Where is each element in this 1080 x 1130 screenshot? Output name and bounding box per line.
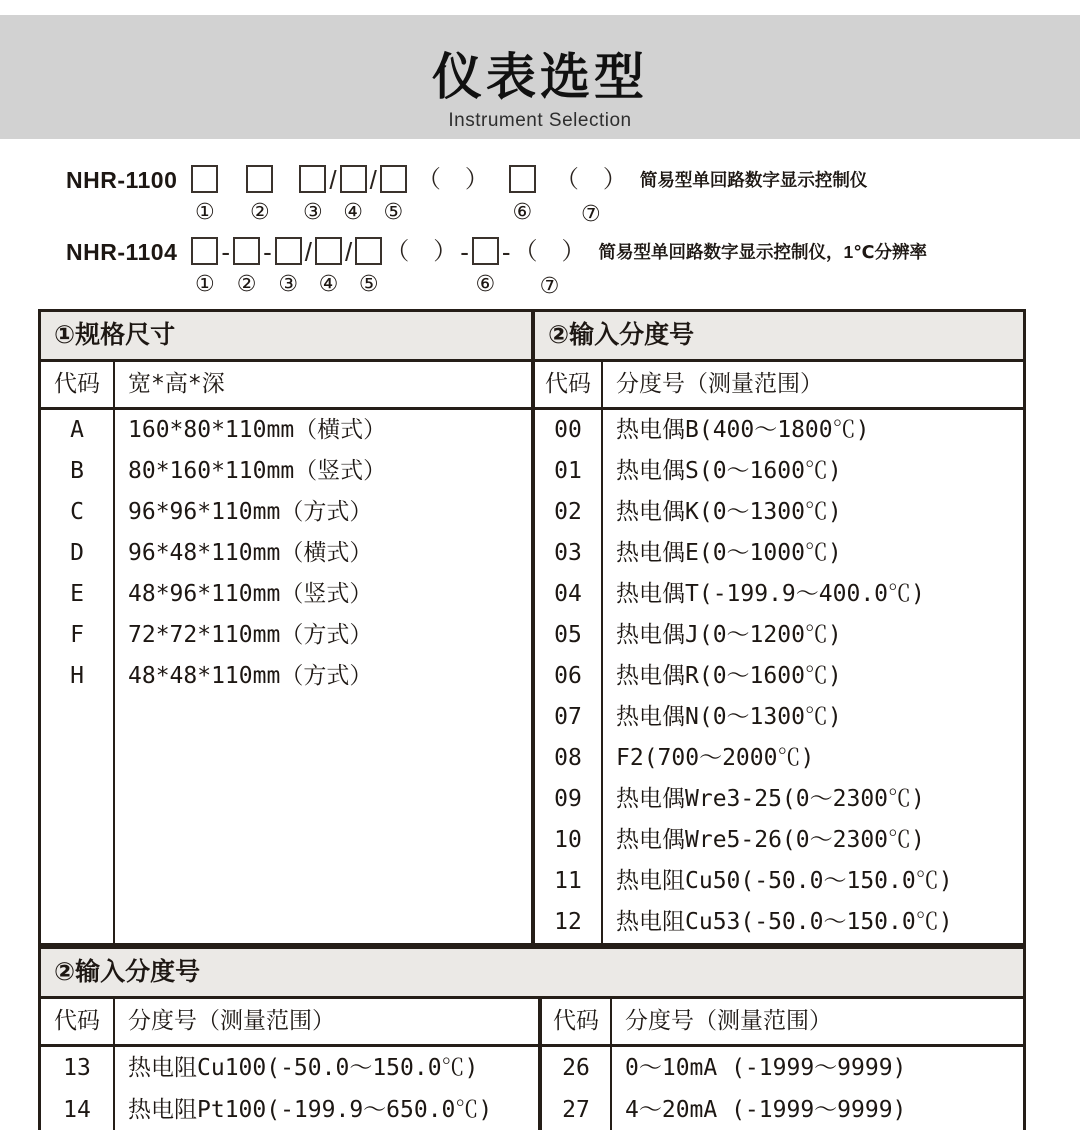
separator	[502, 237, 511, 267]
table-cell-code: A	[70, 417, 84, 443]
table-cell-code: B	[70, 458, 84, 484]
option-box	[340, 165, 367, 193]
title-banner	[0, 15, 1080, 139]
code-column	[542, 1047, 612, 1130]
code-slot-7	[514, 237, 586, 299]
table-cell-code: 02	[554, 499, 582, 525]
spec-col-header: 宽*高*深	[128, 371, 225, 397]
slot-number: ⑤	[383, 199, 404, 224]
separator	[417, 165, 489, 195]
table-cell-code: 06	[554, 663, 582, 689]
option-box	[191, 237, 218, 265]
left-section	[41, 1047, 538, 1130]
slash-separator: /	[369, 165, 377, 195]
table-cell-code: C	[70, 499, 84, 525]
table-cell-spec: 96*48*110mm（横式）	[128, 540, 373, 566]
paren-separator: （ ）	[385, 238, 458, 265]
spec-code-column	[41, 410, 115, 943]
table-cell-range: 热电偶T(-199.9～400.0℃)	[616, 581, 925, 607]
paren-separator: （ ）	[513, 238, 586, 265]
option-box	[191, 165, 218, 193]
table-cell-range: 热电偶B(400～1800℃)	[616, 417, 870, 443]
separator	[263, 237, 272, 267]
dash-separator: -	[460, 237, 469, 267]
value-column	[115, 1047, 538, 1130]
input-range-col-header: 分度号（测量范围）	[616, 371, 823, 397]
page-subtitle: Instrument Selection	[448, 110, 632, 131]
slot-number: ①	[195, 271, 215, 296]
model-name: NHR-1100	[66, 167, 178, 193]
slot-number: ⑤	[358, 271, 379, 296]
paren-separator: （ ）	[416, 166, 489, 193]
table-cell-code: 13	[63, 1055, 91, 1081]
input-section-header: ②输入分度号	[531, 312, 1023, 359]
input-code-column	[535, 410, 603, 943]
separator	[370, 165, 377, 195]
range-col-header: 分度号（测量范围）	[128, 1008, 335, 1034]
separator	[345, 237, 352, 267]
slot-number: ①	[195, 199, 215, 224]
model-name: NHR-1104	[66, 239, 178, 265]
table-cell-range: 0～10mA (-1999～9999)	[625, 1055, 907, 1081]
table-cell-range: 热电阻Cu53(-50.0～150.0℃)	[616, 909, 953, 935]
table-cell-range: 热电偶N(0～1300℃)	[616, 704, 842, 730]
table-cell-spec: 96*96*110mm（方式）	[128, 499, 373, 525]
slot-number: ④	[318, 271, 339, 296]
option-box	[509, 165, 536, 193]
table-cell-code: 10	[554, 827, 582, 853]
table-cell-code: H	[70, 663, 84, 689]
paren-separator: （ ）	[554, 166, 627, 193]
column-header-row	[41, 362, 1023, 410]
model-line-nhr-1104	[66, 237, 1080, 299]
code-column	[41, 1047, 115, 1130]
table-cell-range: 热电偶K(0～1300℃)	[616, 499, 842, 525]
page-title: 仪表选型	[432, 49, 648, 105]
table-cell-code: E	[70, 581, 84, 607]
slash-separator: /	[304, 237, 312, 267]
slot-number: ⑦	[580, 201, 601, 226]
separator	[385, 237, 457, 267]
slash-separator: /	[344, 237, 353, 267]
table-cell-spec: 48*96*110mm（竖式）	[128, 581, 373, 607]
code-col-header: 代码	[538, 999, 612, 1044]
code-slot-6	[472, 237, 499, 297]
code-slot-5	[380, 165, 407, 225]
table-cell-code: F	[70, 622, 84, 648]
slot-number: ⑥	[512, 199, 533, 224]
spec-section	[41, 410, 531, 943]
option-box	[246, 165, 273, 193]
option-box	[315, 237, 342, 265]
table-cell-spec: 80*160*110mm（竖式）	[128, 458, 387, 484]
code-slot-4	[315, 237, 342, 297]
slot-number: ③	[278, 271, 299, 296]
catalog-page	[0, 15, 1080, 1130]
code-slot-3	[299, 165, 326, 225]
code-col-header: 代码	[41, 999, 115, 1044]
option-box	[355, 237, 382, 265]
code-slot-2	[246, 165, 273, 225]
table-cell-spec: 160*80*110mm（横式）	[128, 417, 387, 443]
table-cell-spec: 72*72*110mm（方式）	[128, 622, 373, 648]
value-column	[612, 1047, 1023, 1130]
table-cell-code: D	[70, 540, 84, 566]
input-code-col-header: 代码	[531, 362, 603, 407]
right-section	[538, 1047, 1023, 1130]
table-body	[41, 410, 1023, 943]
table-cell-spec: 48*48*110mm（方式）	[128, 663, 373, 689]
table-body	[41, 1047, 1023, 1130]
table-cell-range: 热电阻Cu100(-50.0～150.0℃)	[128, 1055, 479, 1081]
selection-table-continued	[38, 946, 1026, 1130]
slot-number: ⑥	[475, 271, 496, 296]
option-box	[233, 237, 260, 265]
table-cell-code: 05	[554, 622, 582, 648]
slot-number: ②	[250, 199, 270, 224]
model-code-row	[66, 165, 1080, 227]
code-slot-3	[275, 237, 302, 297]
slot-number: ⑦	[539, 273, 560, 298]
selection-table-main	[38, 309, 1026, 946]
option-box	[472, 237, 499, 265]
section-header-row	[41, 312, 1023, 362]
table-cell-code: 04	[554, 581, 582, 607]
table-cell-range: 4～20mA (-1999～9999)	[625, 1097, 907, 1123]
table-cell-code: 26	[562, 1055, 590, 1081]
table-cell-range: 热电偶R(0～1600℃)	[616, 663, 842, 689]
separator	[221, 237, 230, 267]
input-value-column	[603, 410, 1023, 943]
slot-number: ②	[236, 271, 257, 296]
slash-separator: /	[329, 165, 337, 195]
table-cell-code: 27	[562, 1097, 590, 1123]
range-col-header: 分度号（测量范围）	[625, 1008, 832, 1034]
model-code-row	[66, 237, 1080, 299]
table-cell-range: F2(700～2000℃)	[616, 745, 815, 771]
table-cell-code: 01	[554, 458, 582, 484]
table-cell-code: 11	[554, 868, 582, 894]
code-slot-6	[509, 165, 536, 225]
table-cell-range: 热电偶Wre5-26(0～2300℃)	[616, 827, 925, 853]
input-section	[531, 410, 1023, 943]
separator	[305, 237, 312, 267]
model-line-nhr-1100	[66, 165, 1080, 227]
spec-section-header: ①规格尺寸	[54, 321, 176, 349]
table-cell-code: 14	[63, 1097, 91, 1123]
code-slot-1	[191, 237, 218, 297]
code-slot-4	[340, 165, 367, 225]
spec-value-column	[115, 410, 531, 943]
spec-code-col-header: 代码	[41, 362, 115, 407]
table-cell-range: 热电偶J(0～1200℃)	[616, 622, 842, 648]
separator	[460, 237, 469, 267]
section-header-row	[41, 949, 1023, 999]
table-cell-code: 12	[554, 909, 582, 935]
table-cell-code: 03	[554, 540, 582, 566]
option-box	[299, 165, 326, 193]
separator	[329, 165, 336, 195]
table-cell-range: 热电阻Pt100(-199.9～650.0℃)	[128, 1097, 493, 1123]
option-box	[275, 237, 302, 265]
model-description: 简易型单回路数字显示控制仪，1℃分辨率	[598, 242, 927, 262]
dash-separator: -	[501, 237, 511, 267]
dash-separator: -	[263, 237, 272, 267]
input-section-header-2: ②输入分度号	[54, 958, 201, 986]
table-cell-range: 热电偶S(0～1600℃)	[616, 458, 842, 484]
dash-separator: -	[221, 237, 231, 267]
model-description: 简易型单回路数字显示控制仪	[639, 170, 868, 190]
column-header-row	[41, 999, 1023, 1047]
model-coding-section	[66, 165, 1080, 299]
code-slot-5	[355, 237, 382, 297]
table-cell-code: 09	[554, 786, 582, 812]
table-cell-code: 00	[554, 417, 582, 443]
table-cell-code: 08	[554, 745, 582, 771]
code-slot-1	[191, 165, 218, 225]
table-cell-range: 热电阻Cu50(-50.0～150.0℃)	[616, 868, 953, 894]
slot-number: ④	[343, 199, 363, 224]
code-slot-7	[555, 165, 627, 227]
option-box	[380, 165, 407, 193]
table-cell-code: 07	[554, 704, 582, 730]
code-slot-2	[233, 237, 260, 297]
table-cell-range: 热电偶E(0～1000℃)	[616, 540, 842, 566]
slot-number: ③	[303, 199, 323, 224]
table-cell-range: 热电偶Wre3-25(0～2300℃)	[616, 786, 925, 812]
